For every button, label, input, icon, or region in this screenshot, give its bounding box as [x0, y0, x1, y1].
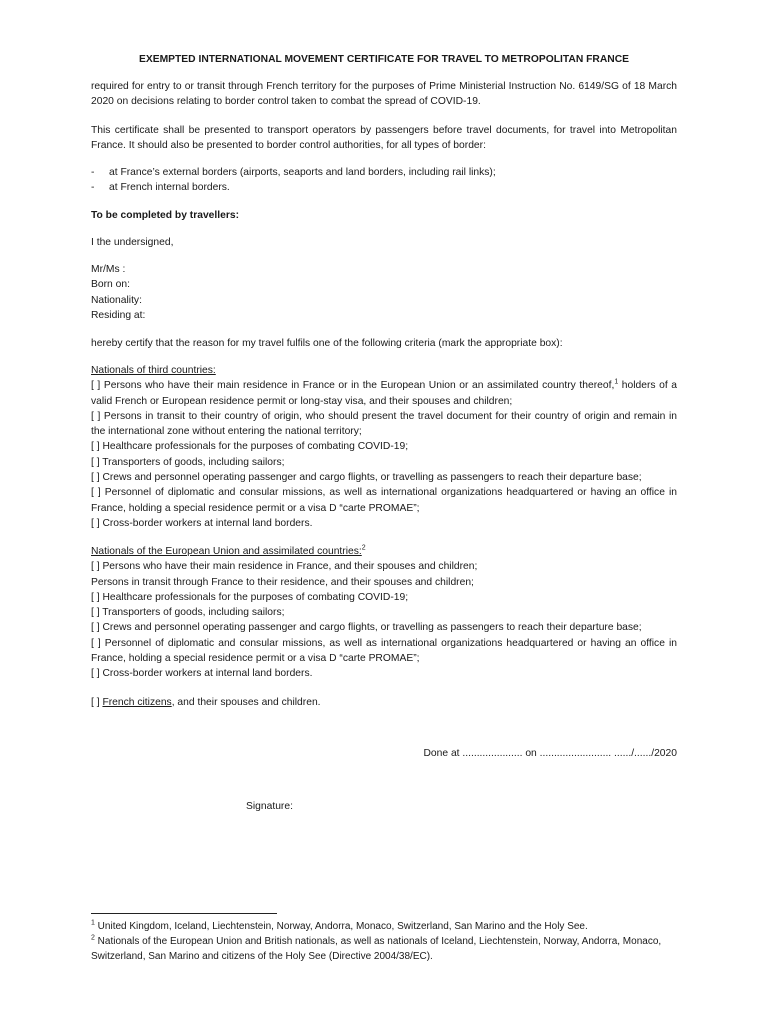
footnotes: [91, 920, 677, 964]
criteria-checkbox-item[interactable]: [ ] Healthcare professionals for the purposes of combating COVID-19;: [91, 591, 409, 603]
french-citizens-label: French citizens: [102, 697, 172, 708]
footnote-1: [91, 920, 677, 935]
undersigned-text: I the undersigned,: [91, 237, 174, 248]
footnote-text: United Kingdom, Iceland, Liechtenstein, Norway, Andorra, Monaco, Switzerland, San Marino and the Holy See.: [94, 921, 588, 932]
presentation-paragraph: This certificate shall be presented to transport operators by passengers before travel documents, for travel into Metropolitan France. It should also be presented to border control authorities, for all types of border:: [91, 125, 677, 152]
criteria-text: holders of a valid French or European residence permit or long-stay visa, and their spouses and children;: [91, 380, 678, 407]
bullet-dash: -: [91, 182, 95, 194]
bullet-dash: -: [91, 167, 95, 178]
footnote-text: Nationals of the European Union and British nationals, as well as nationals of Iceland, Liechtenstein, Norway, Andorra, Monaco, Switzerland, San Marino and citizens of the Holy See (Directive 2004/38/EC).: [91, 935, 662, 962]
footnote-ref: 2: [361, 544, 366, 552]
list-item: [91, 180, 677, 195]
criteria-checkbox-item[interactable]: [ ] Transporters of goods, including sailors;: [91, 607, 285, 619]
field-residing-at[interactable]: Residing at:: [91, 309, 146, 321]
footnote-2: [91, 935, 677, 965]
eu-nationals-section: [91, 544, 677, 682]
footnote-number: 1: [91, 919, 95, 927]
personal-fields: [91, 262, 677, 323]
french-citizens-rest: , and their spouses and children.: [171, 697, 321, 708]
checkbox-box[interactable]: [ ]: [91, 697, 103, 708]
criteria-checkbox-item[interactable]: [ ] Healthcare professionals for the purposes of combating COVID-19;: [91, 441, 409, 453]
third-countries-section: [91, 363, 677, 531]
eu-nationals-heading: Nationals of the European Union and assimilated countries:: [91, 546, 362, 557]
criteria-checkbox-item[interactable]: [ ] Cross-border workers at internal land borders.: [91, 517, 313, 529]
footnote-ref: 1: [614, 378, 619, 386]
field-born-on[interactable]: Born on:: [91, 279, 130, 291]
list-item: [91, 165, 677, 180]
footnote-number: 2: [91, 934, 95, 942]
border-item: at French internal borders.: [109, 182, 230, 194]
criteria-checkbox-item[interactable]: [ ] Crews and personnel operating passenger and cargo flights, or travelling as passengers to reach their departure base;: [91, 472, 642, 484]
criteria-checkbox-item[interactable]: [ ] Transporters of goods, including sailors;: [91, 456, 285, 468]
criteria-text-item: Persons in transit through France to their residence, and their spouses and children;: [91, 576, 474, 588]
criteria-checkbox-item[interactable]: [ ] Personnel of diplomatic and consular missions, as well as international organizations headquartered or having an office in France, holding a special residence permit or a visa D “carte PROMAE”;: [91, 487, 677, 514]
french-citizens-item[interactable]: [91, 695, 677, 710]
field-nationality[interactable]: Nationality:: [91, 294, 142, 306]
to-complete-heading: To be completed by travellers:: [91, 210, 240, 221]
done-at-line[interactable]: Done at ..................... on ......................... ....../....../2020: [423, 748, 677, 759]
criteria-text: [ ] Persons who have their main residence in France or in the European Union or an assimilated country thereof,: [91, 380, 615, 392]
field-mr-ms[interactable]: Mr/Ms :: [91, 264, 126, 275]
criteria-checkbox-item[interactable]: [ ] Cross-border workers at internal land borders.: [91, 668, 313, 680]
borders-list: [91, 165, 677, 196]
certify-text: hereby certify that the reason for my travel fulfils one of the following criteria (mark the appropriate box):: [91, 338, 563, 349]
footnote-divider: [91, 913, 277, 914]
criteria-checkbox-item[interactable]: [91, 378, 677, 409]
border-item: at France’s external borders (airports, seaports and land borders, including rail links);: [109, 167, 496, 178]
intro-paragraph: required for entry to or transit through French territory for the purposes of Prime Ministerial Instruction No. 6149/SG of 18 March 2020 on decisions relating to border control taken to combat the spread of COVID-19.: [91, 81, 677, 108]
eu-nationals-heading-row: [91, 544, 677, 559]
criteria-checkbox-item[interactable]: [ ] Persons in transit to their country of origin, who should present the travel document for their country of origin and remain in the international zone without entering the national territory;: [91, 410, 677, 438]
criteria-checkbox-item[interactable]: [ ] Personnel of diplomatic and consular missions, as well as international organizations headquartered or having an office in France, holding a special residence permit or a visa D “carte PROMAE”;: [91, 637, 677, 665]
criteria-checkbox-item[interactable]: [ ] Persons who have their main residence in France, and their spouses and children;: [91, 561, 478, 573]
criteria-checkbox-item[interactable]: [ ] Crews and personnel operating passenger and cargo flights, or travelling as passengers to reach their departure base;: [91, 622, 642, 634]
third-countries-heading: Nationals of third countries:: [91, 365, 216, 376]
document-title: EXEMPTED INTERNATIONAL MOVEMENT CERTIFICATE FOR TRAVEL TO METROPOLITAN FRANCE: [138, 54, 630, 65]
signature-label: Signature:: [246, 801, 293, 812]
